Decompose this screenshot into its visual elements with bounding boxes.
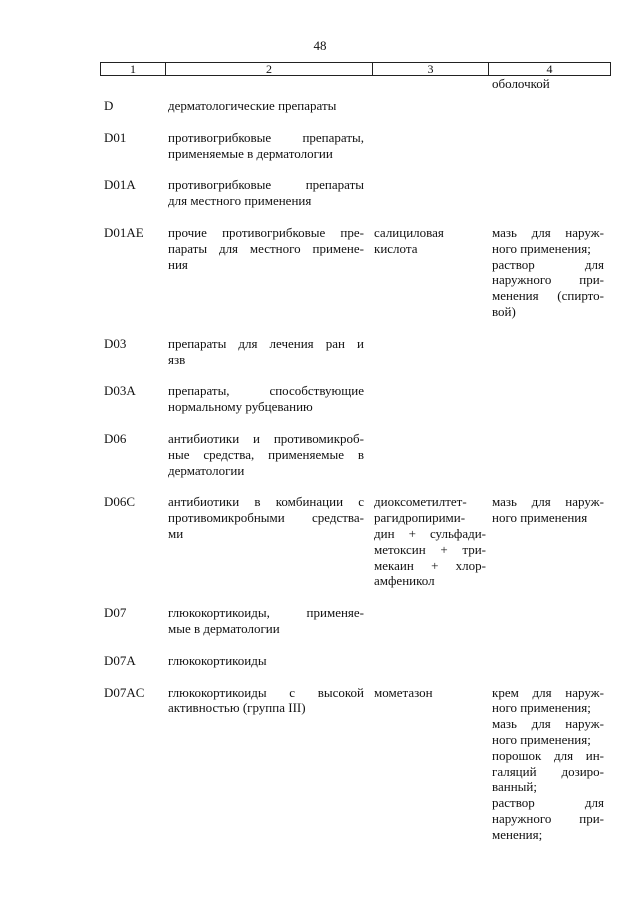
anatomical-therapeutic-group-line: язв <box>168 351 186 367</box>
atc-code: D06C <box>104 494 136 510</box>
table-row <box>104 605 604 637</box>
anatomical-therapeutic-group <box>168 130 364 162</box>
dosage-form-line: ного применения; <box>492 240 591 256</box>
column-header-4: 4 <box>489 63 611 76</box>
table-row <box>104 383 604 415</box>
active-substance-line: рагидропирими- <box>374 510 466 526</box>
anatomical-therapeutic-group-line: ния <box>168 256 188 272</box>
active-substance-line: мометазон <box>374 684 433 700</box>
dosage-form <box>492 494 604 526</box>
active-substance <box>374 225 486 257</box>
active-substance-line: дин + сульфади- <box>374 525 486 541</box>
table-row <box>104 177 604 209</box>
anatomical-therapeutic-group-line: глюкокортикоиды <box>168 652 267 668</box>
column-header-row <box>101 63 611 76</box>
dosage-form-line: крем для наруж- <box>492 684 604 700</box>
active-substance-line: салициловая <box>374 224 444 240</box>
anatomical-therapeutic-group-line: антибиотики и противомикроб- <box>168 430 364 446</box>
dosage-form-line: мазь для наруж- <box>492 224 604 240</box>
atc-code: D <box>104 98 114 113</box>
atc-code: D03 <box>104 335 127 351</box>
atc-code: D07AC <box>104 684 145 700</box>
dosage-form-line: раствор для <box>492 795 604 811</box>
anatomical-therapeutic-group-line: для местного применения <box>168 193 312 209</box>
table-row <box>104 494 604 589</box>
table-row <box>104 130 604 162</box>
dosage-form <box>492 225 604 320</box>
dosage-form-line: менения (спирто- <box>492 288 604 304</box>
dosage-form-line: порошок для ин- <box>492 747 604 763</box>
column-header-3: 3 <box>373 63 489 76</box>
dosage-form-line: галяций дозиро- <box>492 763 604 779</box>
dosage-form-line: ного применения <box>492 510 588 526</box>
classification-table-body <box>104 76 604 842</box>
anatomical-therapeutic-group-line: противогрибковые препараты, <box>168 129 364 145</box>
table-row <box>104 98 604 114</box>
anatomical-therapeutic-group-line: прочие противогрибковые пре- <box>168 224 364 240</box>
active-substance-line: метоксин + три- <box>374 541 486 557</box>
anatomical-therapeutic-group-line: ми <box>168 525 184 541</box>
dosage-form-line: ванный; <box>492 779 537 795</box>
column-header-table <box>100 62 611 76</box>
atc-code: D06 <box>104 430 127 446</box>
anatomical-therapeutic-group-line: противогрибковые препараты <box>168 177 364 193</box>
active-substance-line: диоксометилтет- <box>374 494 467 510</box>
anatomical-therapeutic-group-line: ные средства, применяемые в <box>168 446 364 462</box>
anatomical-therapeutic-group-line: противомикробными средства- <box>168 510 364 526</box>
table-row <box>104 431 604 478</box>
anatomical-therapeutic-group-line: параты для местного примене- <box>168 240 364 256</box>
atc-code: D01AE <box>104 224 144 240</box>
anatomical-therapeutic-group-line: дерматологические препараты <box>168 98 337 113</box>
table-row <box>104 685 604 843</box>
atc-code: D03A <box>104 383 136 399</box>
anatomical-therapeutic-group-line: глюкокортикоиды, применяе- <box>168 605 364 621</box>
dosage-form-line: ного применения; <box>492 731 591 747</box>
dosage-form-line: мазь для наруж- <box>492 494 604 510</box>
table-row <box>104 336 604 368</box>
anatomical-therapeutic-group-line: активностью (группа III) <box>168 700 306 716</box>
active-substance <box>374 685 486 701</box>
anatomical-therapeutic-group <box>168 383 364 415</box>
active-substance-line: мекаин + хлор- <box>374 557 486 573</box>
carry-over-row <box>104 76 604 94</box>
dosage-form-line: наружного при- <box>492 810 604 826</box>
atc-code: D07A <box>104 652 136 668</box>
column-header-2: 2 <box>166 63 373 76</box>
dosage-form-line: ного применения; <box>492 700 591 716</box>
anatomical-therapeutic-group-line: препараты для лечения ран и <box>168 335 364 351</box>
anatomical-therapeutic-group-line: мые в дерматологии <box>168 620 280 636</box>
atc-code: D07 <box>104 605 127 621</box>
anatomical-therapeutic-group-line: применяемые в дерматологии <box>168 145 333 161</box>
active-substance-line: амфеникол <box>374 573 435 589</box>
table-row <box>104 653 604 669</box>
anatomical-therapeutic-group <box>168 653 364 669</box>
anatomical-therapeutic-group-line: нормальному рубцеванию <box>168 399 313 415</box>
anatomical-therapeutic-group-line: антибиотики в комбинации с <box>168 494 364 510</box>
anatomical-therapeutic-group <box>168 177 364 209</box>
anatomical-therapeutic-group <box>168 431 364 478</box>
dosage-form <box>492 685 604 843</box>
dosage-form-line: менения; <box>492 826 543 842</box>
atc-code: D01 <box>104 129 127 145</box>
anatomical-therapeutic-group <box>168 605 364 637</box>
anatomical-therapeutic-group <box>168 98 364 114</box>
table-row <box>104 225 604 320</box>
dosage-form-line: вой) <box>492 303 516 319</box>
anatomical-therapeutic-group-line: глюкокортикоиды с высокой <box>168 684 364 700</box>
dosage-form-line: мазь для наруж- <box>492 716 604 732</box>
anatomical-therapeutic-group <box>168 685 364 717</box>
anatomical-therapeutic-group <box>168 494 364 541</box>
carry-over-dosage-form: оболочкой <box>492 76 550 91</box>
dosage-form-line: раствор для <box>492 256 604 272</box>
anatomical-therapeutic-group-line: препараты, способствующие <box>168 383 364 399</box>
anatomical-therapeutic-group <box>168 336 364 368</box>
atc-code: D01A <box>104 177 136 193</box>
dosage-form-line: наружного при- <box>492 272 604 288</box>
column-header-1: 1 <box>101 63 166 76</box>
active-substance <box>374 494 486 589</box>
anatomical-therapeutic-group-line: дерматологии <box>168 462 245 478</box>
page-number: 48 <box>313 38 327 53</box>
anatomical-therapeutic-group <box>168 225 364 272</box>
active-substance-line: кислота <box>374 240 418 256</box>
